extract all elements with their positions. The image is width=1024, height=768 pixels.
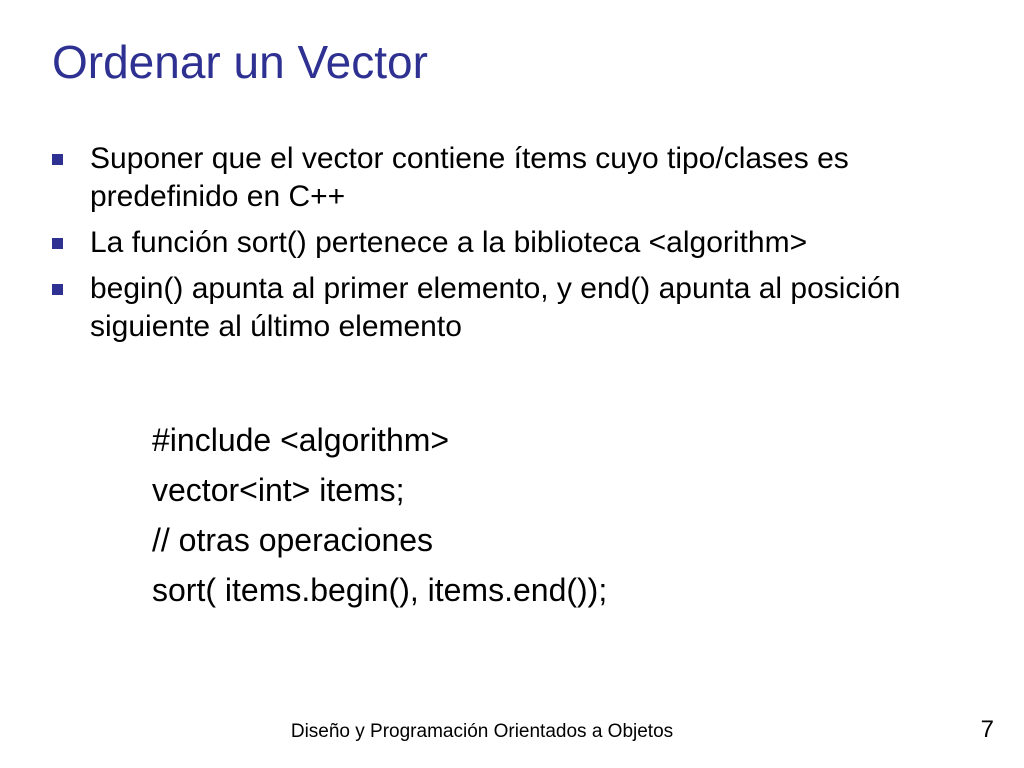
square-bullet-icon (52, 154, 63, 165)
bullet-item (48, 224, 998, 262)
square-bullet-icon (52, 284, 63, 295)
code-line: // otras operaciones (152, 522, 434, 558)
code-line: sort( items.begin(), items.end()); (152, 572, 608, 608)
bullet-text: La función sort() pertenece a la biblioteca <algorithm> (90, 226, 808, 259)
bullet-list (48, 140, 998, 354)
square-bullet-icon (52, 238, 63, 249)
code-line: vector<int> items; (152, 472, 405, 508)
page-number: 7 (980, 716, 994, 743)
footer-text: Diseño y Programación Orientados a Objetos (290, 721, 674, 742)
bullet-item (48, 270, 998, 346)
bullet-text: begin() apunta al primer elemento, y end() apunta al posición siguiente al último elemento (90, 272, 901, 343)
code-block (152, 415, 607, 615)
bullet-item (48, 140, 998, 216)
bullet-text: Suponer que el vector contiene ítems cuyo tipo/clases es predefinido en C++ (90, 142, 849, 213)
code-line: #include <algorithm> (152, 422, 450, 458)
slide-title: Ordenar un Vector (52, 36, 428, 88)
